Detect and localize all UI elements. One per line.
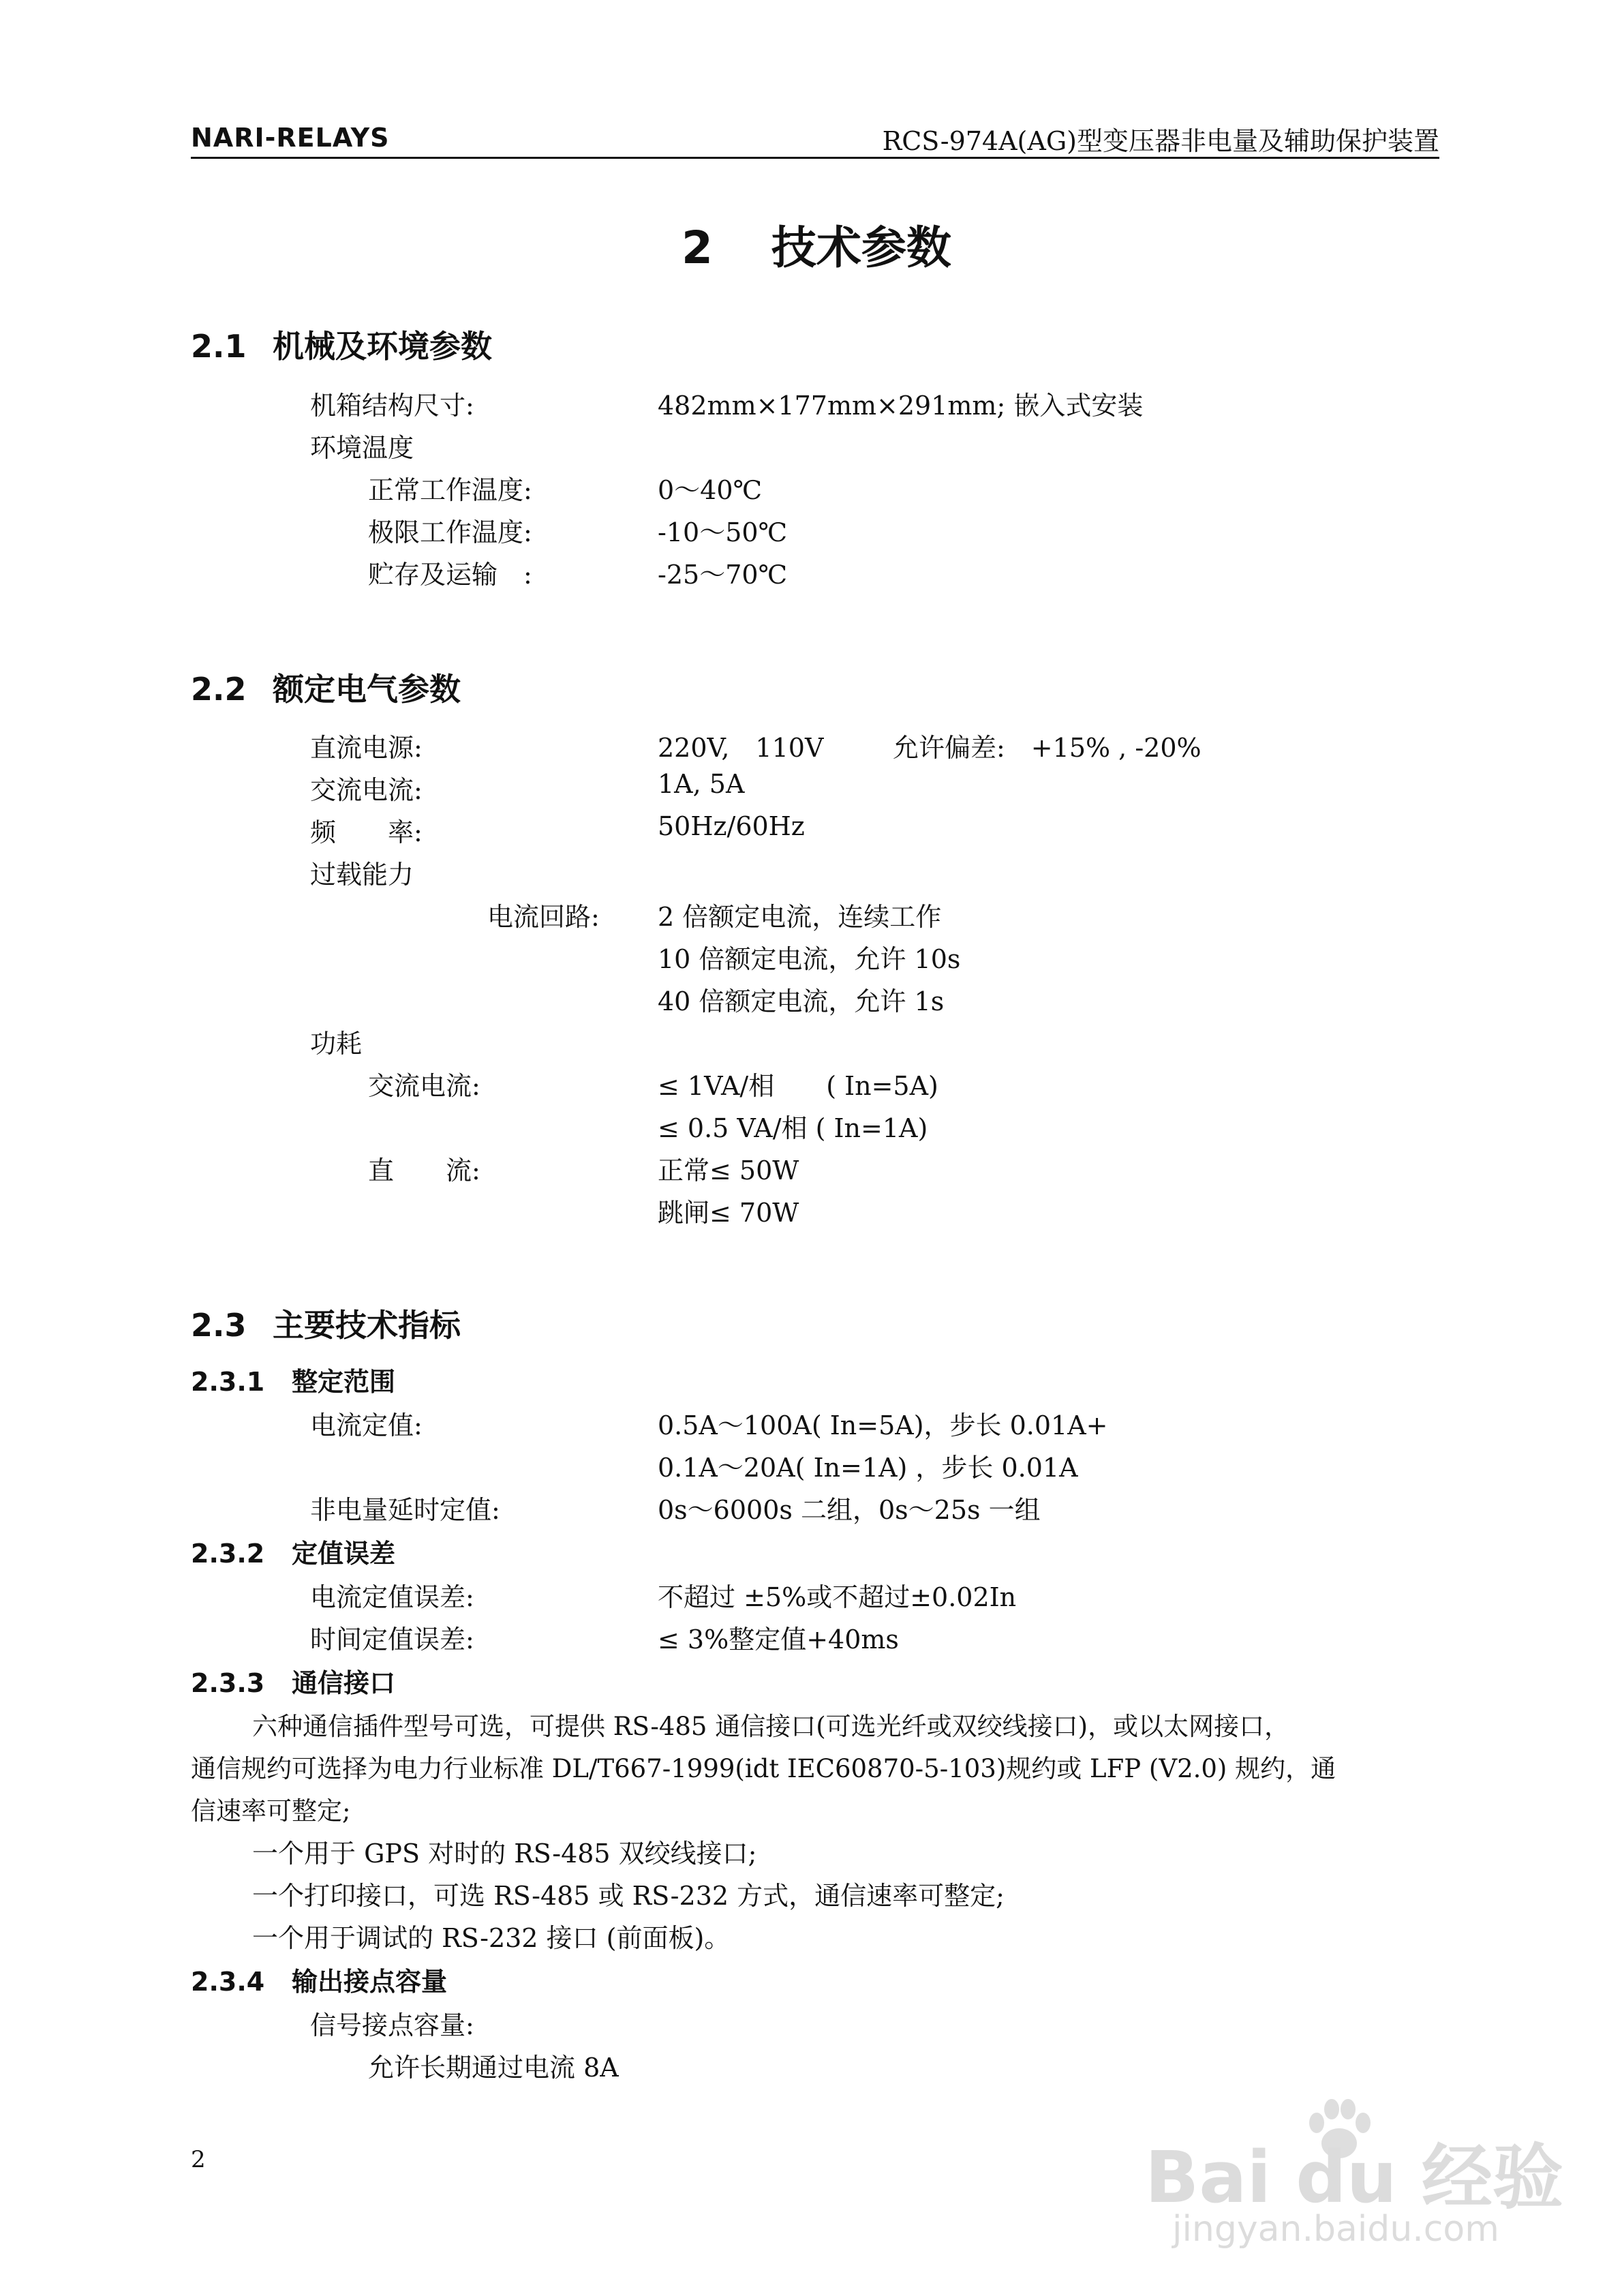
param-label: 过载能力 (310, 860, 414, 890)
param-value: 允许长期通过电流 8A (368, 2053, 619, 2083)
watermark-url: jingyan.baidu.com (1172, 2209, 1499, 2250)
subsection-title: 定值误差 (292, 1539, 396, 1569)
subsection-number: 2.3.1 (191, 1367, 265, 1397)
param-label: 贮存及运输 : (368, 560, 532, 590)
list-item: 一个用于 GPS 对时的 RS-485 双绞线接口; (252, 1839, 757, 1869)
param-label: 电流回路: (487, 902, 600, 932)
paragraph-line: 通信规约可选择为电力行业标准 DL/T667-1999(idt IEC60870-5-103)规约或 LFP (V2.0) 规约，通 (191, 1754, 1336, 1783)
subsection-2-3-4-heading (191, 1961, 447, 1998)
subsection-2-3-1-heading (191, 1361, 395, 1398)
section-title: 额定电气参数 (273, 671, 461, 708)
section-title: 主要技术指标 (273, 1307, 461, 1344)
chapter-title (682, 211, 951, 276)
param-value: 50Hz/60Hz (658, 811, 805, 841)
param-value: ≤ 3%整定值+40ms (658, 1625, 899, 1655)
param-value: 跳闸≤ 70W (658, 1198, 799, 1228)
chapter-title-text: 技术参数 (771, 222, 951, 274)
header-doc-title: RCS-974A(AG)型变压器非电量及辅助保护装置 (882, 126, 1439, 156)
param-label: 交流电流: (368, 1071, 480, 1101)
param-label: 非电量延时定值: (310, 1495, 500, 1525)
section-2-3-heading (191, 1301, 461, 1346)
watermark (1145, 2093, 1563, 2256)
list-item: 一个用于调试的 RS-232 接口 (前面板)。 (252, 1923, 731, 1953)
param-label: 直 流: (368, 1155, 480, 1185)
section-number: 2.1 (191, 328, 247, 365)
param-value: ≤ 0.5 VA/相 ( In=1A) (658, 1113, 928, 1143)
param-value: 不超过 ±5%或不超过±0.02In (658, 1582, 1017, 1612)
section-number: 2.2 (191, 671, 247, 708)
param-label: 直流电源: (310, 733, 423, 763)
subsection-2-3-2-heading (191, 1532, 395, 1570)
param-label: 频 率: (310, 817, 423, 847)
subsection-title: 输出接点容量 (292, 1967, 448, 1997)
param-value: 0s～6000s 二组，0s～25s 一组 (658, 1495, 1041, 1525)
param-value: 1A, 5A (658, 769, 745, 799)
param-value: 正常≤ 50W (658, 1155, 799, 1185)
param-label: 时间定值误差: (310, 1625, 474, 1655)
param-label: 信号接点容量: (310, 2010, 474, 2040)
list-item: 一个打印接口，可选 RS-485 或 RS-232 方式，通信速率可整定; (252, 1881, 1005, 1911)
header-rule (191, 157, 1439, 159)
param-value: 0.1A～20A( In=1A) ，步长 0.01A (658, 1453, 1078, 1483)
param-extra: 允许偏差: +15% , -20% (893, 733, 1202, 763)
param-label: 极限工作温度: (368, 517, 532, 547)
param-value: 0.5A～100A( In=5A)，步长 0.01A+ (658, 1410, 1108, 1440)
section-2-1-heading (191, 322, 492, 367)
subsection-number: 2.3.2 (191, 1539, 265, 1569)
param-label: 电流定值: (310, 1410, 423, 1440)
param-value: -25～70℃ (658, 560, 788, 590)
paragraph-line: 六种通信插件型号可选，可提供 RS-485 通信接口(可选光纤或双绞线接口)，或以太网接口， (252, 1712, 1290, 1741)
param-label: 环境温度 (310, 433, 414, 463)
param-value: 220V, 110V (658, 733, 824, 763)
page-number: 2 (191, 2146, 206, 2173)
param-label: 正常工作温度: (368, 475, 532, 505)
section-title: 机械及环境参数 (273, 328, 492, 365)
param-value: 0～40℃ (658, 475, 763, 505)
subsection-number: 2.3.4 (191, 1967, 265, 1997)
header-brand: NARI-RELAYS (191, 123, 390, 153)
watermark-logo: Bai du 经验 (1145, 2136, 1563, 2219)
param-label: 机箱结构尺寸: (310, 391, 474, 421)
chapter-number: 2 (682, 222, 713, 274)
param-value: 482mm×177mm×291mm; 嵌入式安装 (658, 391, 1144, 421)
param-label: 功耗 (310, 1029, 363, 1059)
param-value: 2 倍额定电流，连续工作 (658, 902, 942, 932)
paragraph-line: 信速率可整定; (191, 1796, 351, 1826)
param-value: ≤ 1VA/相 ( In=5A) (658, 1071, 938, 1101)
param-label: 交流电流: (310, 775, 423, 805)
section-2-2-heading (191, 665, 461, 710)
subsection-number: 2.3.3 (191, 1668, 265, 1698)
param-value: 40 倍额定电流，允许 1s (658, 986, 945, 1016)
section-number: 2.3 (191, 1307, 247, 1344)
subsection-2-3-3-heading (191, 1662, 395, 1700)
subsection-title: 通信接口 (292, 1668, 396, 1698)
param-label: 电流定值误差: (310, 1582, 474, 1612)
subsection-title: 整定范围 (292, 1367, 396, 1397)
param-value: 10 倍额定电流，允许 10s (658, 944, 961, 974)
param-value: -10～50℃ (658, 517, 788, 547)
